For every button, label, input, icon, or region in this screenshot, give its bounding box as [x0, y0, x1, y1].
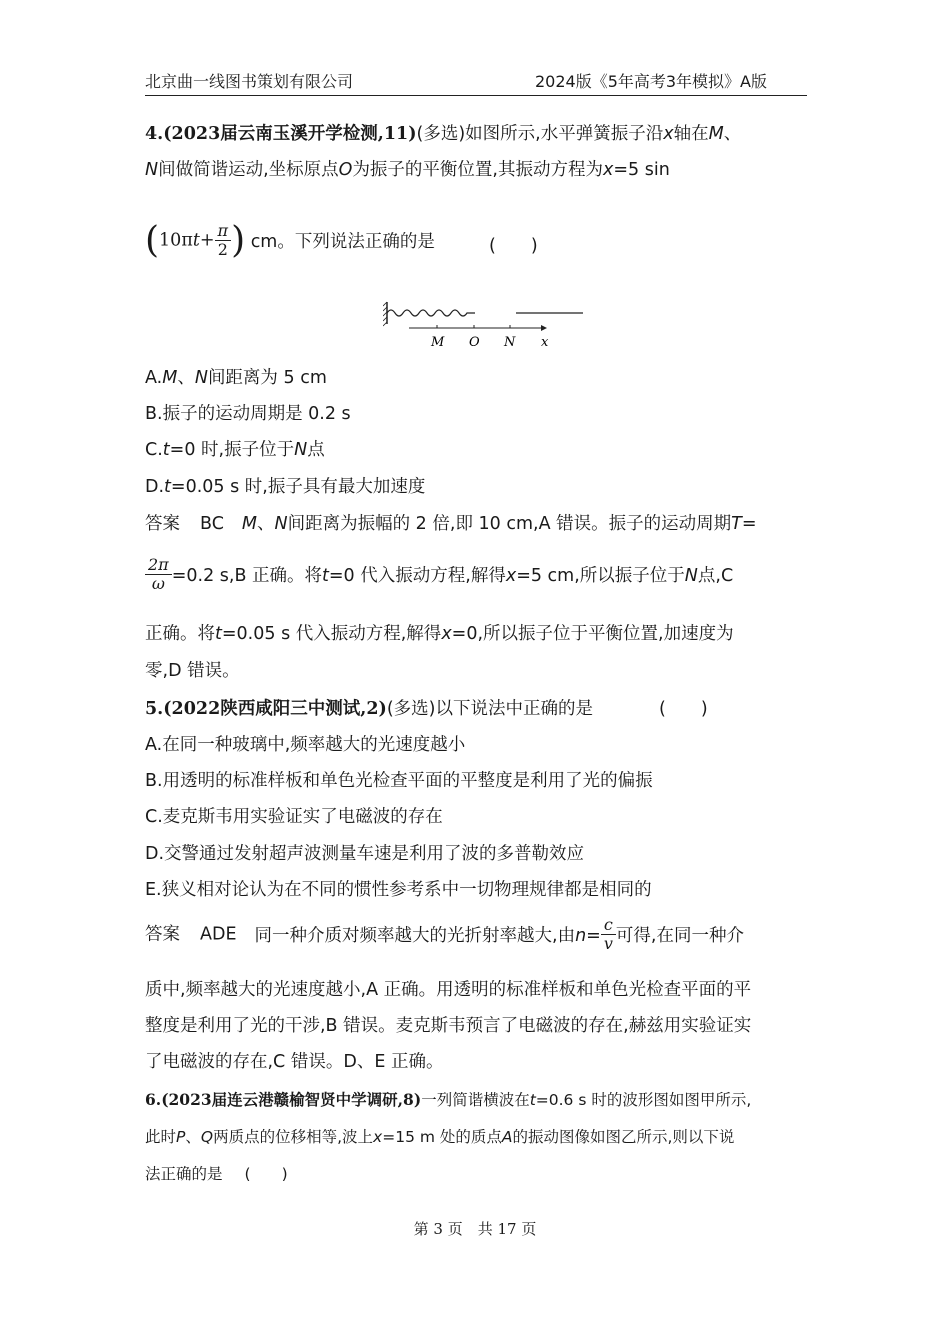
label-O: O: [469, 335, 480, 350]
label-x: x: [541, 335, 549, 350]
header-publisher: 北京曲一线图书策划有限公司: [145, 72, 354, 91]
q4-line2: N间做简谐运动,坐标原点O为振子的平衡位置,其振动方程为x=5 sin: [145, 160, 670, 180]
header-book-title: 2024版《5年高考3年模拟》A版: [534, 72, 767, 91]
q6-number: 6.: [145, 1090, 162, 1109]
q4-answer-blank: ( ): [489, 236, 538, 256]
page-footer: 第 3 页 共 17 页: [413, 1220, 537, 1238]
q5-option-c: C.麦克斯韦用实验证实了电磁波的存在: [145, 807, 443, 827]
q4-answer-line1: 答案 BC M、N间距离为振幅的 2 倍,即 10 cm,A 错误。振子的运动周期T=: [145, 514, 757, 534]
label-N: N: [504, 335, 516, 350]
q5-answer-blank: ( ): [659, 699, 708, 719]
q4-answer-label: 答案: [145, 514, 180, 534]
q4-option-b: B.振子的运动周期是 0.2 s: [145, 404, 351, 424]
refraction-fraction: $\frac{c}{v}$: [601, 916, 616, 953]
q5-answer-line1: 答案 ADE 同一种介质对频率越大的光折射率越大,由n= $\frac{c}{v}$ 可得,在同一种介: [145, 915, 744, 953]
q4-answer-line3: 正确。将t=0.05 s 代入振动方程,解得x=0,所以振子位于平衡位置,加速度为: [145, 624, 734, 644]
x-axis-arrow: [541, 325, 547, 331]
page-header: [145, 72, 807, 96]
q5-option-b: B.用透明的标准样板和单色光检查平面的平整度是利用了光的偏振: [145, 771, 653, 791]
q5-answer-key: ADE: [200, 924, 237, 945]
q4-source: (2023届云南玉溪开学检测,11): [163, 124, 417, 144]
q5-option-a: A.在同一种玻璃中,频率越大的光速度越小: [145, 735, 466, 755]
q5-number: 5.: [145, 699, 164, 719]
q5-answer-line3: 整度是利用了光的干涉,B 错误。麦克斯韦预言了电磁波的存在,赫兹用实验证实: [145, 1016, 752, 1036]
q5-source: (2022陕西咸阳三中测试,2): [163, 699, 387, 719]
q6-line3: 法正确的是 ( ): [145, 1165, 288, 1183]
q5-option-d: D.交警通过发射超声波测量车速是利用了波的多普勒效应: [145, 844, 585, 864]
q4-phase-fraction: $\frac{\pi}{2}$: [215, 222, 232, 259]
q5-answer-line4: 了电磁波的存在,C 错误。D、E 正确。: [145, 1052, 444, 1072]
q4-answer-line2: $\frac{2\pi}{\omega}$ =0.2 s,B 正确。将t=0 代入振动方程,解得x=5 cm,所以振子位于N点,C: [145, 556, 733, 593]
period-fraction: $\frac{2\pi}{\omega}$: [145, 556, 172, 593]
q5-answer-label: 答案: [145, 924, 180, 945]
q4-answer-key: BC: [200, 514, 224, 534]
q4-number: 4.: [145, 124, 164, 144]
q5-option-e: E.狭义相对论认为在不同的惯性参考系中一切物理规律都是相同的: [145, 880, 652, 900]
q4-line1: 4.(2023届云南玉溪开学检测,11)(多选)如图所示,水平弹簧振子沿x轴在M、: [145, 124, 742, 144]
q5-tag: (多选): [386, 699, 436, 719]
q6-source: (2023届连云港赣榆智贤中学调研,8): [161, 1090, 422, 1109]
q5-answer-line2: 质中,频率越大的光速度越小,A 正确。用透明的标准样板和单色光检查平面的平: [145, 980, 752, 1000]
q6-line2: 此时P、Q两质点的位移相等,波上x=15 m 处的质点A的振动图像如图乙所示,则以下说: [145, 1128, 735, 1146]
q4-answer-line4: 零,D 错误。: [145, 661, 240, 681]
q4-option-a: A.M、N间距离为 5 cm: [145, 368, 327, 388]
q6-answer-blank: ( ): [244, 1165, 288, 1183]
q4-option-d: D.t=0.05 s 时,振子具有最大加速度: [145, 477, 426, 497]
spring-oscillator-diagram: [383, 298, 583, 360]
q6-line1: 6.(2023届连云港赣榆智贤中学调研,8)一列简谐横波在t=0.6 s 时的波形图如图甲所示,: [145, 1090, 752, 1109]
q5-stem: 5.(2022陕西咸阳三中测试,2)(多选)以下说法中正确的是: [145, 699, 593, 719]
q4-option-c: C.t=0 时,振子位于N点: [145, 440, 325, 460]
label-M: M: [431, 335, 445, 350]
q4-tag: (多选): [416, 124, 466, 144]
q4-line3: (10πt+ $\frac{\pi}{2}$ ) cm。下列说法正确的是: [145, 220, 435, 261]
spring: [387, 310, 475, 316]
